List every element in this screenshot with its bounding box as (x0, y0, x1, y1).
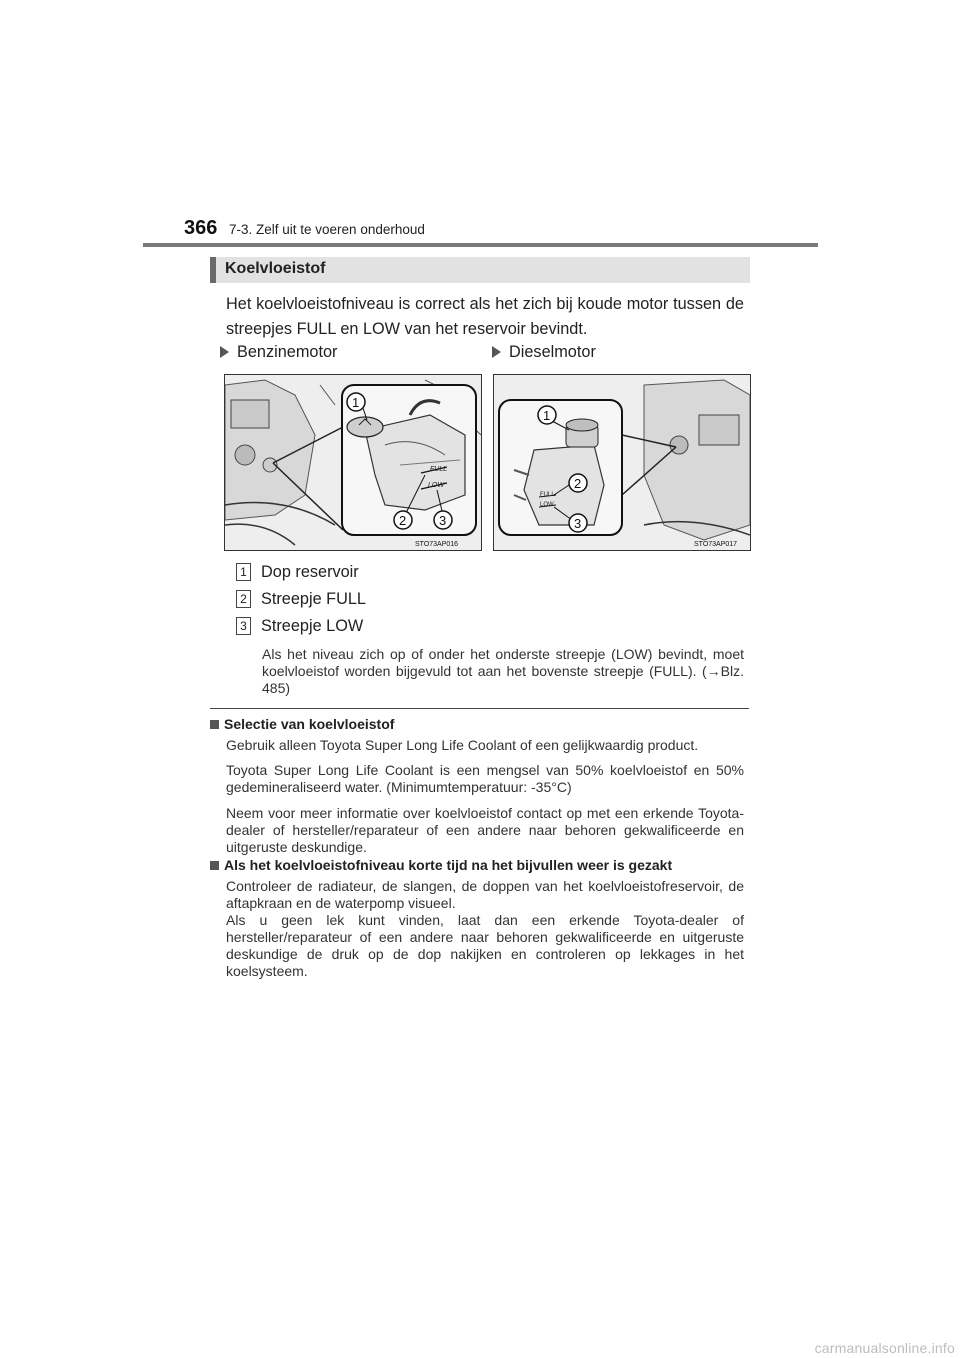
legend-text: Streepje FULL (261, 590, 366, 608)
legend-item (236, 590, 366, 609)
triangle-bullet-icon (220, 346, 229, 358)
figure-label-diesel (492, 343, 596, 362)
figure-label-text: Dieselmotor (509, 343, 596, 361)
legend-number: 3 (236, 617, 251, 635)
watermark: carmanualsonline.info (814, 1340, 955, 1356)
subsection-heading (210, 857, 672, 873)
section-title: Koelvloeistof (225, 260, 326, 277)
triangle-bullet-icon (492, 346, 501, 358)
legend-item (236, 617, 363, 636)
subsection-heading (210, 716, 394, 732)
marker-1: 1 (352, 395, 360, 410)
marker-2: 2 (399, 513, 407, 528)
marker-1: 1 (543, 408, 551, 423)
paragraph: Toyota Super Long Life Coolant is een mengsel van 50% koelvloeistof en 50% gedemineraliseerd water. (Minimumtemperatuur: -35°C) (226, 762, 744, 795)
legend-text: Streepje LOW (261, 617, 364, 635)
note-paragraph: Als het niveau zich op of onder het onderste streepje (LOW) bevindt, moet koelvloeistof worden bijgevuld tot aan het bovenste streepje (FULL). (→Blz. 485) (262, 646, 744, 696)
marker-3: 3 (439, 513, 447, 528)
diesel-engine-illustration (493, 374, 751, 551)
marker-3: 3 (574, 516, 582, 531)
legend-text: Dop reservoir (261, 563, 359, 581)
heading-accent (210, 257, 216, 283)
legend-number: 1 (236, 563, 251, 581)
header-rule (143, 243, 818, 247)
intro-paragraph: Het koelvloeistofniveau is correct als het zich bij koude motor tussen de streepjes FULL en LOW van het reservoir bevindt. (226, 295, 744, 338)
figure-code: STO73AP016 (415, 541, 459, 548)
section-label: 7-3. Zelf uit te voeren onderhoud (229, 222, 425, 237)
tank-low-text: LOW (540, 502, 554, 508)
paragraph: Neem voor meer informatie over koelvloeistof contact op met een erkende Toyota-dealer of hersteller/reparateur of een andere naar behoren gekwalificeerde en uitgeruste deskundige. (226, 805, 744, 855)
legend-number: 2 (236, 590, 251, 608)
subsection-title: Selectie van koelvloeistof (224, 716, 395, 732)
page-number: 366 (184, 217, 218, 239)
marker-2: 2 (574, 476, 582, 491)
square-bullet-icon (210, 861, 219, 870)
tank-full-text: FULL (430, 466, 448, 473)
tank-low-text: LOW (428, 482, 444, 489)
tank-full-text: FULL (540, 492, 555, 498)
figure-label-text: Benzinemotor (237, 343, 338, 361)
figure-label-petrol (220, 343, 337, 362)
figure-code: STO73AP017 (694, 541, 738, 548)
paragraph: Controleer de radiateur, de slangen, de doppen van het koelvloeistofreservoir, de aftapkraan en de waterpomp visueel. Als u geen lek kunt vinden, laat dan een erkende Toyota-dealer of hersteller/reparateur of een andere naar behoren gekwalificeerde en uitgeruste deskundige de druk op de dop nakijken en controleren op lekkages in het koelsysteem. (226, 878, 744, 979)
petrol-engine-illustration (224, 374, 482, 551)
subsection-title: Als het koelvloeistofniveau korte tijd na het bijvullen weer is gezakt (224, 857, 673, 873)
legend-item (236, 563, 359, 582)
section-heading-bar (210, 257, 750, 283)
divider (210, 708, 749, 709)
paragraph: Gebruik alleen Toyota Super Long Life Coolant of een gelijkwaardig product. (226, 737, 699, 753)
square-bullet-icon (210, 720, 219, 729)
